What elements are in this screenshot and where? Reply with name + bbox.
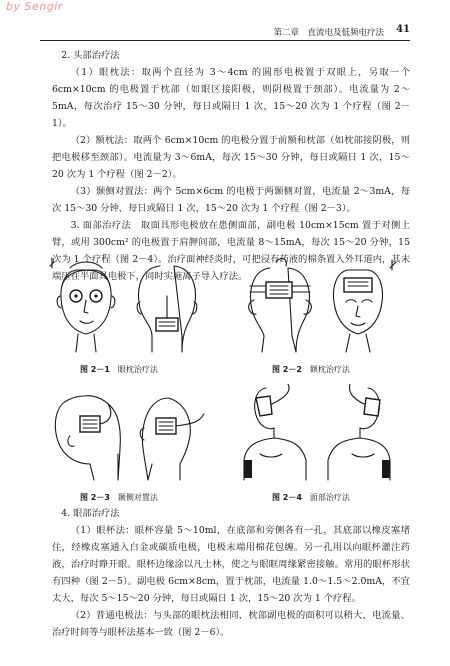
- section-heading-head-therapy: 2. 头部治疗法: [61, 50, 120, 61]
- figure-number: 图 2－4: [272, 493, 302, 502]
- chapter-title: 第二章 直流电及低频电疗法: [273, 28, 384, 38]
- figure-area: [40, 256, 410, 504]
- paragraph-frontal-occipital: （2）额枕法：取两个 6cm×10cm 的电极分置于前额和枕部（如枕部接阴极，则把电极移至颈部）。电流量为 3～6mA，每次 15～30 分钟，每日或隔日 1 次，15～20 次为 1 个疗程（图 2－2）。: [52, 135, 410, 180]
- paragraph-facial-therapy: 3. 面部治疗法 取面具形电极放在患侧面部，副电极 10cm×15cm 置于对侧上臂，或用 300cm² 的电极置于肩胛间部，电流量 8～15mA，每次 15～20 分钟，15 次为 1 个疗程（图 2－4）。治疗面神经炎时，可把浸有药液的棉条置入外耳道内，其末端压在半面具电极下，同时实施离子导入疗法。: [52, 220, 410, 282]
- paragraph-temporal: （3）颞侧对置法：两个 5cm×6cm 的电极于两颞侧对置，电流量 2～3mA，每次 15～30 分钟，每日或隔日 1 次，15～20 次为 1 个疗程（图 2－3）。: [52, 186, 410, 214]
- paragraph-eye-occipital: （1）眼枕法：取两个直径为 3～4cm 的圆形电极置于双眼上，另取一个 6cm×10cm 的电极置于枕部（如眼区接阳极，则阴极置于颈部）。电流量为 2～5mA，每次治疗 15～30 分钟，每日或隔日 1 次，15～20 次为 1 个疗程（图 2－1）。: [52, 67, 410, 129]
- section-heading-eye-therapy: 4. 眼部治疗法: [61, 508, 120, 519]
- running-head: [40, 24, 410, 41]
- figure-caption-2-3: [80, 492, 158, 503]
- figure-temporal-illustration: [48, 384, 208, 484]
- watermark-text: by Sengir: [6, 0, 63, 13]
- text-block-lower: [52, 505, 410, 641]
- text-block-upper: [52, 47, 410, 285]
- page-number: 41: [396, 24, 410, 35]
- figure-title: 眼枕治疗法: [117, 365, 158, 374]
- figure-title: 面部治疗法: [309, 493, 350, 502]
- paragraph-eye-cup: （1）眼杯法：眼杯容量 5～10ml，在底部和旁侧各有一孔，其底部以橡皮塞堵住，经橡皮塞通入白金或碳质电极，电极末端用棉花包缠。另一孔用以向眼杯灌注药液，治疗时睁开眼。眼杯边缘涂以凡士林，使之与眼眶周缘紧密接触。常用的眼杯形状有四种（图 2－5）。副电极 6cm×8cm，置于枕部，电流量 1.0～1.5～2.0mA，不宜太大，每次 5～15～20 分钟，每日或隔日 1 次，15～20 次为 1 个疗程。: [52, 525, 410, 604]
- figure-eye-occipital-illustration: [48, 256, 208, 356]
- figure-number: 图 2－2: [272, 365, 302, 374]
- figure-title: 额枕治疗法: [309, 365, 350, 374]
- paragraph-general-electrode: （2）普通电极法：与头部的眼枕法相同，枕部副电极的面积可以稍大，电流量、治疗时间等与眼杯法基本一致（图 2－6）。: [52, 610, 410, 638]
- figure-caption-2-2: [272, 364, 350, 375]
- figure-number: 图 2－3: [80, 493, 110, 502]
- figure-facial-illustration: [240, 384, 405, 484]
- figure-caption-2-1: [80, 364, 158, 375]
- figure-title: 颞侧对置法: [117, 493, 158, 502]
- figure-number: 图 2－1: [80, 365, 110, 374]
- figure-caption-2-4: [272, 492, 350, 503]
- figure-frontal-occipital-illustration: [240, 256, 405, 356]
